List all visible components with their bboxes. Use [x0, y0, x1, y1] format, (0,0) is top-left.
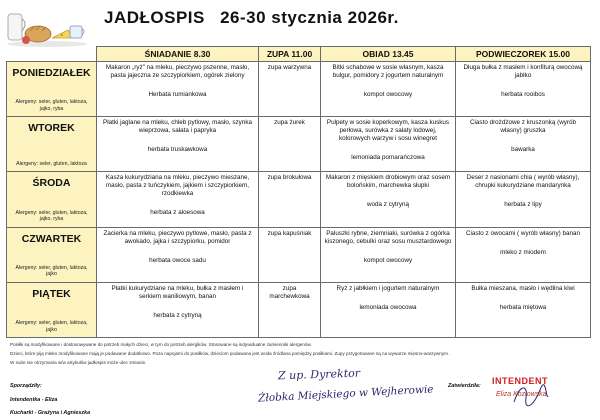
snack-text: Długa bułka z masłem i konfiturą owocową jabłko: [463, 64, 583, 79]
soup-cell: [259, 117, 321, 172]
footnote: W razie nie otrzymania w/w artykułów jadłospis może ulec zmianie.: [10, 359, 147, 365]
lunch-text: Ryż z jabłkiem i jogurtem naturalnym: [336, 284, 440, 292]
menu-table: [6, 46, 591, 338]
snack-text: Ciasto drożdżowe z kruszonką (wyrób własny) gruszka: [469, 119, 577, 135]
lunch-cell: [321, 282, 456, 337]
snack-drink: herbata miętowa: [499, 303, 547, 311]
intendant-stamp-name: Eliza Kozłowska: [496, 391, 547, 398]
breakfast-cell: [97, 227, 259, 282]
breakfast-drink: herbata owoce sadu: [149, 256, 206, 264]
breakfast-cell: [97, 117, 259, 172]
day-cell: [7, 172, 97, 227]
director-signature-institution: Żłobka Miejskiego w Wejherowie: [257, 383, 434, 405]
intendant-stamp: INTENDENT: [492, 376, 548, 386]
lunch-cell: [321, 227, 456, 282]
breakfast-drink: Herbata rumiankowa: [148, 91, 207, 98]
header-breakfast: ŚNIADANIE 8.30: [97, 47, 259, 62]
snack-cell: [456, 227, 591, 282]
prepared-by-cooks: Kucharki - Grażyna i Agnieszka: [10, 410, 91, 416]
page-title: [104, 8, 504, 28]
lunch-drink: lemoniada owocowa: [359, 303, 417, 311]
lunch-cell: [321, 117, 456, 172]
day-cell: [7, 117, 97, 172]
header-blank: [7, 47, 97, 62]
table-row: [7, 62, 591, 117]
soup-text: zupa żurek: [274, 119, 305, 127]
soup-cell: [259, 62, 321, 117]
breakfast-drink: herbata z aloesowa: [150, 209, 205, 217]
footnote: Dzieci, które piją mleko modyfikowane mają je podawane dodatkowo. Poza napojami do posiłków, dzieciom podawana jest woda źródlana pomiędzy posiłkami. Zupy przygotowane są na wywarze mięsno-warzywnym .: [10, 350, 451, 356]
allergens: Alergeny: seler, gluten, laktoza, jajko, ryba: [15, 209, 88, 223]
header-lunch: OBIAD 13.45: [321, 47, 456, 62]
breakfast-drink: herbata truskawkowa: [147, 146, 208, 154]
lunch-drink: lemoniada pomarańczowa: [351, 154, 425, 162]
table-row: [7, 282, 591, 337]
lunch-cell: [321, 62, 456, 117]
day-name: PONIEDZIAŁEK: [12, 67, 91, 79]
table-row: [7, 172, 591, 227]
lunch-drink: woda z cytryną: [367, 201, 409, 209]
soup-cell: [259, 172, 321, 227]
title-dates: 26-30 stycznia 2026r.: [220, 8, 399, 27]
footnotes: [10, 342, 590, 368]
table-row: [7, 117, 591, 172]
allergens: Alergeny: seler, gluten, laktoza, jajko: [15, 264, 88, 278]
prepared-by-intendant: Intendentka - Eliza: [10, 397, 58, 403]
breakfast-text: Kasza kukurydziana na mleku, pieczywo mieszane, masło, pasta z tuńczykiem, jajkiem i szczypiorkiem, rzodkiewka: [105, 174, 250, 198]
day-cell: [7, 227, 97, 282]
table-row: [7, 227, 591, 282]
snack-drink: bawarka: [511, 146, 535, 154]
breakfast-drink: herbata z cytryną: [153, 311, 202, 319]
breakfast-illustration: [4, 4, 90, 48]
breakfast-cell: [97, 282, 259, 337]
snack-cell: [456, 172, 591, 227]
approved-by-label: Zatwierdziła:: [448, 383, 481, 389]
soup-text: zupa brokułowa: [267, 174, 312, 182]
lunch-drink: kompot owocowy: [363, 256, 413, 264]
soup-cell: [259, 282, 321, 337]
director-signature: Z up. Dyrektor: [277, 366, 361, 383]
handwritten-signature: [510, 380, 550, 410]
breakfast-cell: [97, 62, 259, 117]
snack-cell: [456, 117, 591, 172]
lunch-cell: [321, 172, 456, 227]
header-snack: PODWIECZOREK 15.00: [456, 47, 591, 62]
snack-drink: mleko z miodem: [500, 248, 546, 256]
lunch-text: Makaron z mięskiem drobiowym oraz sosem bolońskim, marchewka słupki: [325, 174, 451, 190]
lunch-text: Paluszki rybne, ziemniaki, surówka z ogórka kiszonego, cebulki oraz sosu musztardowego: [324, 229, 452, 245]
breakfast-cell: [97, 172, 259, 227]
allergens: Alergeny: seler, gluten, laktoza, jajko: [15, 320, 88, 333]
footnote: Posiłki są modyfikowane i dostosowywane do potrzeb małych dzieci, w tym do potrzeb alergików. Stosowane są indywidualne zamienniki alergenów.: [10, 342, 312, 347]
snack-cell: [456, 282, 591, 337]
allergens: Alergeny: seler, gluten, laktoza, jajko, ryba: [15, 99, 88, 112]
prepared-by-label: Sporządziły:: [10, 383, 42, 389]
breakfast-text: Płatki kukurydziane na mleku, bułka z masłem i serkiem waniliowym, banan: [111, 284, 244, 300]
allergens: Alergeny: seler, gluten, laktoza: [16, 160, 87, 167]
snack-text: Bułka mieszana, masło i wędlina kiwi: [471, 284, 575, 292]
snack-cell: [456, 62, 591, 117]
breakfast-text: Zacierka na mleku, pieczywo pytlowe, masło, pasta z awokado, jajka i szczypiorku, pomidor: [103, 229, 252, 245]
lunch-text: Pulpety w sosie koperkowym, kasza kuskus perłowa, surówka z sałaty lodowej, kolorowych warzyw i sosu winegret: [326, 119, 450, 143]
soup-text: zupa warzywna: [267, 64, 312, 71]
day-name: PIĄTEK: [32, 287, 71, 300]
header-soup: ZUPA 11.00: [259, 47, 321, 62]
day-name: ŚRODA: [32, 177, 71, 190]
snack-text: Ciasto z owocami ( wyrób własny) banan: [465, 229, 581, 237]
day-cell: [7, 62, 97, 117]
soup-text: zupa marchewkowa: [269, 284, 310, 300]
snack-drink: herbata rooibos: [501, 91, 545, 98]
title-text: JADŁOSPIS: [104, 8, 205, 27]
soup-text: zupa kapuśniak: [267, 229, 312, 237]
day-cell: [7, 282, 97, 337]
header-row: [7, 47, 591, 62]
snack-drink: herbata z lipy: [504, 201, 542, 209]
lunch-drink: kompot owocowy: [363, 91, 413, 98]
breakfast-text: Makaron „ryż" na mleku, pieczywo pszenne, masło, pasta jajeczna ze szczypiorkiem, ogórek zielony: [105, 64, 250, 79]
soup-cell: [259, 227, 321, 282]
lunch-text: Bitki schabowe w sosie własnym, kasza bulgur, pomidory z jogurtem naturalnym: [332, 64, 444, 79]
breakfast-text: Płatki jaglane na mleku, chleb pytlowy, masło, szynka wieprzowa, sałata i papryka: [103, 119, 252, 135]
day-name: CZWARTEK: [21, 232, 82, 245]
day-name: WTOREK: [28, 122, 75, 135]
snack-text: Deser z nasionami chia ( wyrób własny), chrupki kukurydziane mandarynka: [466, 174, 580, 190]
